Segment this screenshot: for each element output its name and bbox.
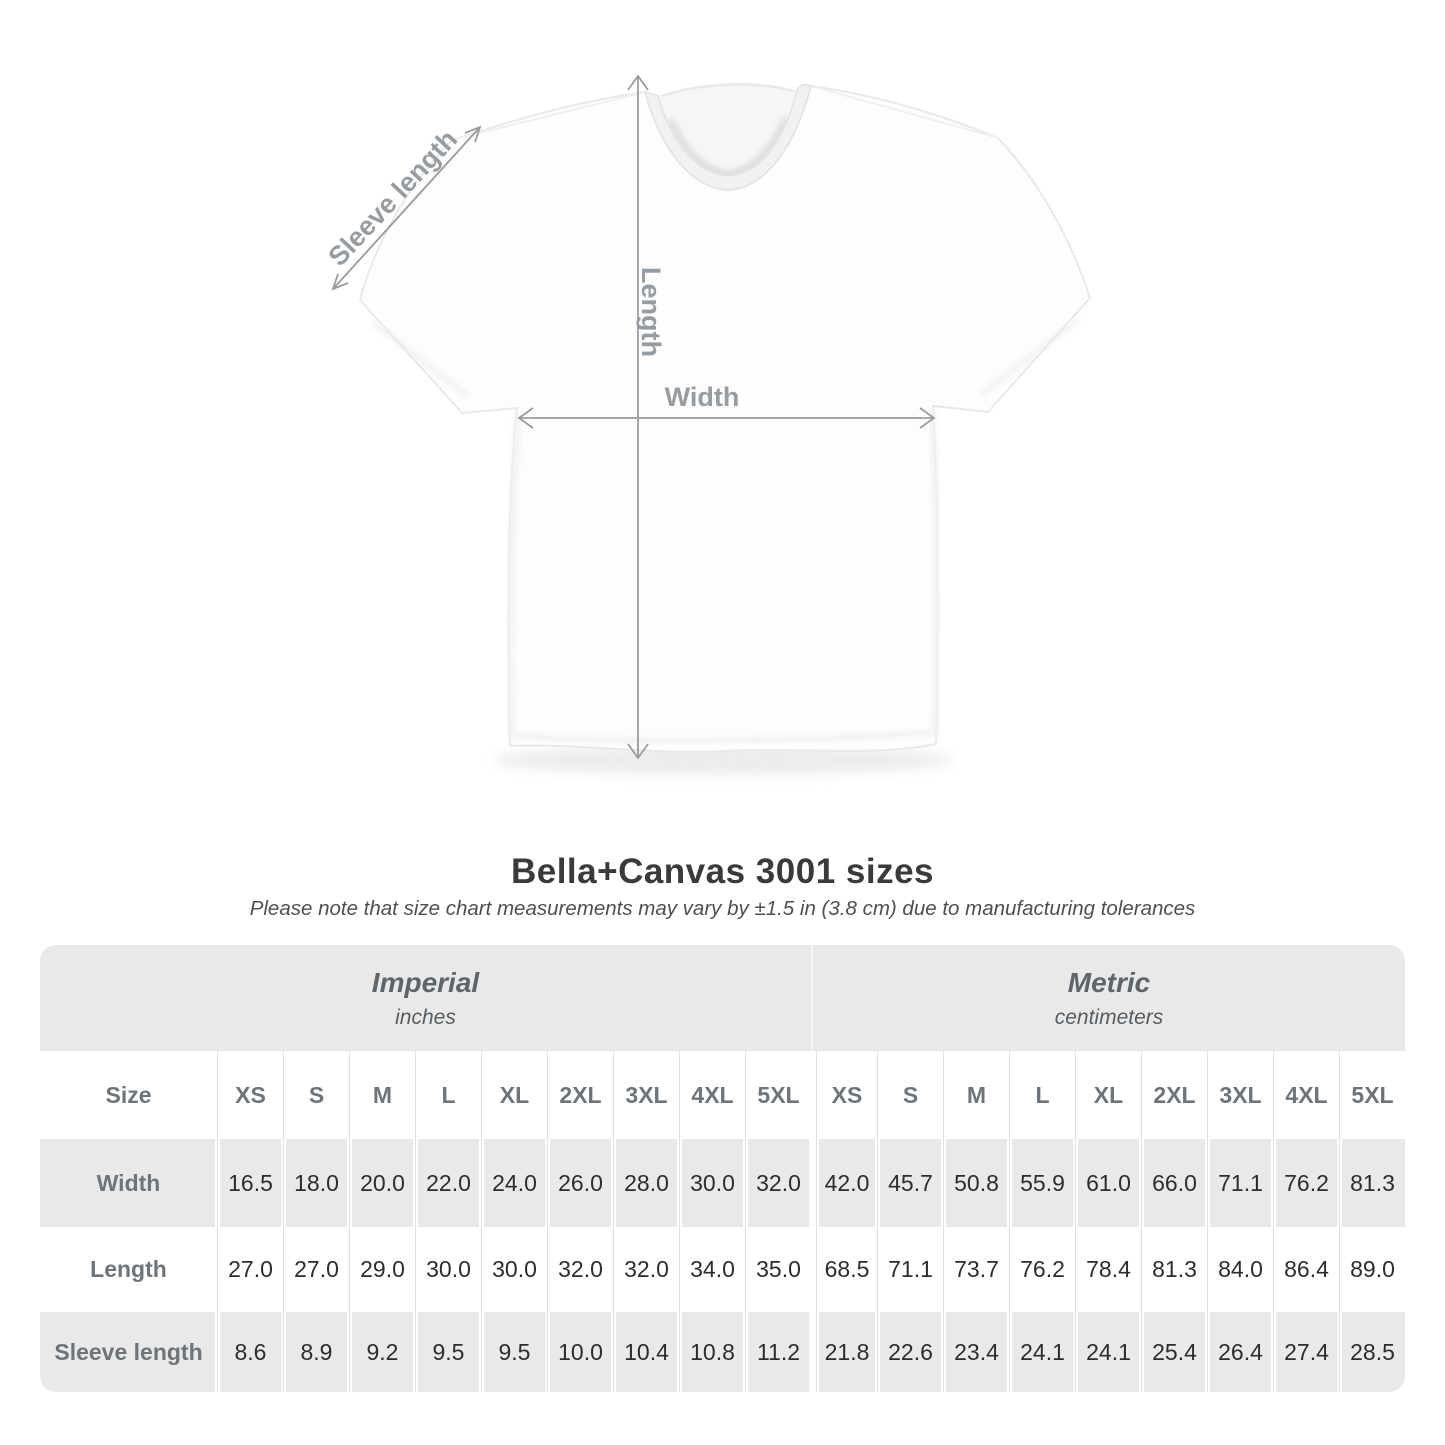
imperial-header	[40, 945, 811, 1051]
size-column-header: 5XL	[1339, 1051, 1405, 1139]
measurement-value: 10.8	[679, 1312, 745, 1392]
measurement-value: 66.0	[1141, 1139, 1207, 1227]
measurement-value: 55.9	[1009, 1139, 1075, 1227]
size-column-header: 4XL	[679, 1051, 745, 1139]
measurement-value: 11.2	[745, 1312, 811, 1392]
width-label: Width	[664, 382, 740, 412]
measurement-value: 25.4	[1141, 1312, 1207, 1392]
metric-title: Metric	[1067, 966, 1151, 998]
measurement-value: 22.6	[877, 1312, 943, 1392]
measurement-value: 24.1	[1009, 1312, 1075, 1392]
row-label: Length	[40, 1227, 217, 1312]
sleeve-length-label: Sleeve length	[322, 124, 464, 272]
size-column-header: 2XL	[547, 1051, 613, 1139]
length-label: Length	[636, 267, 666, 357]
measurement-value: 8.9	[283, 1312, 349, 1392]
size-chart-rows	[40, 1051, 1405, 1392]
measurement-value: 24.0	[481, 1139, 547, 1227]
measurement-value: 24.1	[1075, 1312, 1141, 1392]
measurement-value: 76.2	[1273, 1139, 1339, 1227]
measurement-value: 35.0	[745, 1227, 811, 1312]
imperial-title: Imperial	[371, 966, 480, 998]
size-column-header: XS	[816, 1051, 877, 1139]
measurement-value: 89.0	[1339, 1227, 1405, 1312]
measurement-value: 61.0	[1075, 1139, 1141, 1227]
measurement-value: 9.2	[349, 1312, 415, 1392]
measurement-value: 27.4	[1273, 1312, 1339, 1392]
size-column-header: XL	[481, 1051, 547, 1139]
measurement-value: 26.4	[1207, 1312, 1273, 1392]
size-column-header: L	[1009, 1051, 1075, 1139]
measurement-value: 34.0	[679, 1227, 745, 1312]
measurement-value: 30.0	[415, 1227, 481, 1312]
measurement-value: 78.4	[1075, 1227, 1141, 1312]
measurement-value: 9.5	[415, 1312, 481, 1392]
measurement-value: 32.0	[613, 1227, 679, 1312]
measurement-value: 16.5	[217, 1139, 283, 1227]
metric-header	[811, 945, 1405, 1051]
table-row	[40, 1051, 1405, 1139]
size-column-header: 3XL	[613, 1051, 679, 1139]
size-column-header: M	[943, 1051, 1009, 1139]
size-column-header: XS	[217, 1051, 283, 1139]
size-column-header: 4XL	[1273, 1051, 1339, 1139]
metric-unit: centimeters	[1054, 1005, 1164, 1029]
measurement-value: 23.4	[943, 1312, 1009, 1392]
imperial-unit: inches	[395, 1005, 456, 1029]
measurement-value: 86.4	[1273, 1227, 1339, 1312]
page-title: Bella+Canvas 3001 sizes	[510, 852, 935, 891]
size-chart-table	[40, 945, 1405, 1392]
measurement-value: 10.4	[613, 1312, 679, 1392]
measurement-value: 8.6	[217, 1312, 283, 1392]
measurement-value: 27.0	[283, 1227, 349, 1312]
measurement-value: 21.8	[816, 1312, 877, 1392]
measurement-value: 32.0	[547, 1227, 613, 1312]
measurement-value: 81.3	[1141, 1227, 1207, 1312]
measurement-value: 76.2	[1009, 1227, 1075, 1312]
measurement-value: 27.0	[217, 1227, 283, 1312]
measurement-value: 71.1	[1207, 1139, 1273, 1227]
measurement-value: 81.3	[1339, 1139, 1405, 1227]
measurement-value: 30.0	[679, 1139, 745, 1227]
size-column-header: S	[877, 1051, 943, 1139]
measurement-value: 29.0	[349, 1227, 415, 1312]
measurement-value: 28.5	[1339, 1312, 1405, 1392]
measurement-value: 73.7	[943, 1227, 1009, 1312]
measurement-value: 28.0	[613, 1139, 679, 1227]
size-tolerance-note: Please note that size chart measurements may vary by ±1.5 in (3.8 cm) due to manufacturing tolerances	[249, 897, 1196, 920]
measurement-value: 71.1	[877, 1227, 943, 1312]
measurement-value: 50.8	[943, 1139, 1009, 1227]
size-column-header: 2XL	[1141, 1051, 1207, 1139]
table-row	[40, 1312, 1405, 1392]
table-row	[40, 1227, 1405, 1312]
table-row	[40, 1139, 1405, 1227]
row-label: Width	[40, 1139, 217, 1227]
measurement-value: 42.0	[816, 1139, 877, 1227]
size-column-header: 3XL	[1207, 1051, 1273, 1139]
measurement-value: 10.0	[547, 1312, 613, 1392]
measurement-value: 68.5	[816, 1227, 877, 1312]
measurement-value: 18.0	[283, 1139, 349, 1227]
measurement-value: 32.0	[745, 1139, 811, 1227]
measurement-value: 20.0	[349, 1139, 415, 1227]
size-column-header: 5XL	[745, 1051, 811, 1139]
size-column-header: L	[415, 1051, 481, 1139]
measurement-value: 22.0	[415, 1139, 481, 1227]
size-column-header: M	[349, 1051, 415, 1139]
measurement-value: 26.0	[547, 1139, 613, 1227]
row-label: Sleeve length	[40, 1312, 217, 1392]
measurement-value: 45.7	[877, 1139, 943, 1227]
measurement-value: 30.0	[481, 1227, 547, 1312]
size-column-header: XL	[1075, 1051, 1141, 1139]
table-header-band	[40, 945, 1405, 1051]
measurement-value: 9.5	[481, 1312, 547, 1392]
size-column-header: S	[283, 1051, 349, 1139]
row-label: Size	[40, 1051, 217, 1139]
measurement-value: 84.0	[1207, 1227, 1273, 1312]
